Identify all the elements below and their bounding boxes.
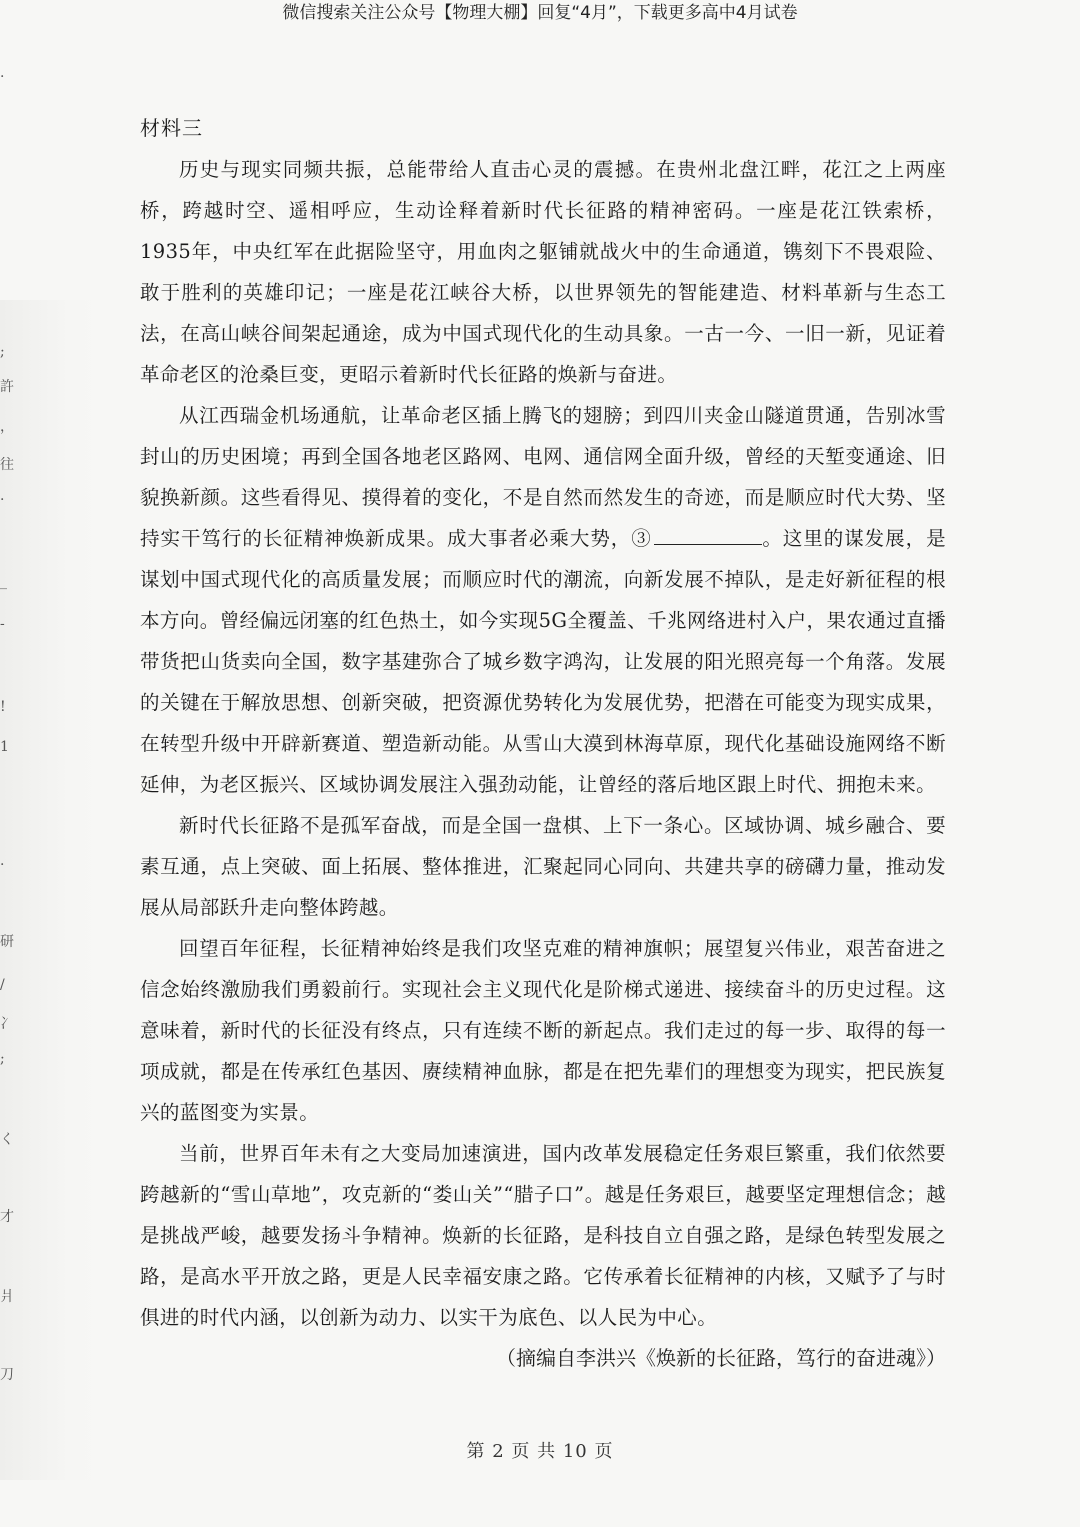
paragraph: 历史与现实同频共振，总能带给人直击心灵的震撼。在贵州北盘江畔，花江之上两座桥，跨越时空、遥相呼应，生动诠释着新时代长征路的精神密码。一座是花江铁索桥，1935年，中央红军在此据险坚守，用血肉之躯铺就战火中的生命通道，镌刻下不畏艰险、敢于胜利的英雄印记；一座是花江峡谷大桥，以世界领先的智能建造、材料革新与生态工法，在高山峡谷间架起通途，成为中国式现代化的生动具象。一古一今、一旧一新，见证着革命老区的沧桑巨变，更昭示着新时代长征路的焕新与奋进。	[140, 158, 946, 386]
paragraph-with-blank	[140, 395, 946, 805]
source-citation: （摘编自李洪兴《焕新的长征路，笃行的奋进魂》）	[496, 1346, 946, 1370]
edge-mark: ·	[0, 857, 5, 873]
article-body	[140, 108, 946, 1379]
edge-mark: -	[0, 616, 5, 632]
edge-mark: 1	[0, 739, 9, 755]
paragraph-part: 。这里的谋发展，是谋划中国式现代化的高质量发展；而顺应时代的潮流，向新发展不掉队，是走好新征程的根本方向。曾经偏远闭塞的红色热土，如今实现5G全覆盖、千兆网络进村入户，果农通过直播带货把山货卖向全国，数字基建弥合了城乡数字鸿沟，让发展的阳光照亮每一个角落。发展的关键在于解放思想、创新突破，把资源优势转化为发展优势，把潜在可能变为现实成果，在转型升级中开辟新赛道、塑造新动能。从雪山大漠到林海草原，现代化基础设施网络不断延伸，为老区振兴、区域协调发展注入强劲动能，让曾经的落后地区跟上时代、拥抱未来。	[140, 527, 946, 796]
edge-mark: 許	[0, 379, 14, 395]
edge-mark: 往	[0, 457, 14, 473]
edge-mark: ;	[0, 344, 5, 360]
edge-mark: 爿	[0, 1289, 14, 1305]
edge-mark: 研	[0, 934, 14, 950]
paragraph: 新时代长征路不是孤军奋战，而是全国一盘棋、上下一条心。区域协调、城乡融合、要素互通，点上突破、面上拓展、整体推进，汇聚起同心同向、共建共享的磅礴力量，推动发展从局部跃升走向整体跨越。	[140, 814, 946, 919]
edge-mark: 冫	[0, 1016, 14, 1032]
section-title: 材料三	[140, 116, 203, 140]
edge-mark: ·	[0, 69, 5, 85]
edge-mark: !	[0, 699, 6, 715]
promo-banner: 微信搜索关注公众号【物理大棚】回复“4月”，下载更多高中4月试卷	[282, 3, 798, 23]
edge-mark: _	[0, 574, 7, 590]
edge-mark: く	[0, 1132, 14, 1148]
binding-edge-marks	[0, 0, 20, 1527]
paragraph: 当前，世界百年未有之大变局加速演进，国内改革发展稳定任务艰巨繁重，我们依然要跨越新的“雪山草地”，攻克新的“娄山关”“腊子口”。越是任务艰巨，越要坚定理想信念；越是挑战严峻，越要发扬斗争精神。焕新的长征路，是科技自立自强之路，是绿色转型发展之路，是高水平开放之路，更是人民幸福安康之路。它传承着长征精神的内核，又赋予了与时俱进的时代内涵，以创新为动力、以实干为底色、以人民为中心。	[140, 1142, 946, 1329]
page-number: 第 2 页 共 10 页	[466, 1441, 614, 1462]
answer-blank	[654, 526, 762, 545]
edge-mark: /	[0, 977, 5, 993]
edge-mark: ，	[0, 419, 14, 435]
edge-mark: ;	[0, 1051, 5, 1067]
edge-mark: 刀	[0, 1367, 14, 1383]
paragraph: 回望百年征程，长征精神始终是我们攻坚克难的精神旗帜；展望复兴伟业，艰苦奋进之信念始终激励我们勇毅前行。实现社会主义现代化是阶梯式递进、接续奋斗的历史过程。这意味着，新时代的长征没有终点，只有连续不断的新起点。我们走过的每一步、取得的每一项成就，都是在传承红色基因、赓续精神血脉，都是在把先辈们的理想变为现实，把民族复兴的蓝图变为实景。	[140, 937, 946, 1124]
edge-mark: ·	[0, 492, 5, 508]
paragraph-part: 从江西瑞金机场通航，让革命老区插上腾飞的翅膀；到四川夹金山隧道贯通，告别冰雪封山的历史困境；再到全国各地老区路网、电网、通信网全面升级，曾经的天堑变通途、旧貌换新颜。这些看得见、摸得着的变化，不是自然而然发生的奇迹，而是顺应时代大势、坚持实干笃行的长征精神焕新成果。成大事者必乘大势，③	[140, 404, 946, 550]
edge-mark: 才	[0, 1209, 14, 1225]
